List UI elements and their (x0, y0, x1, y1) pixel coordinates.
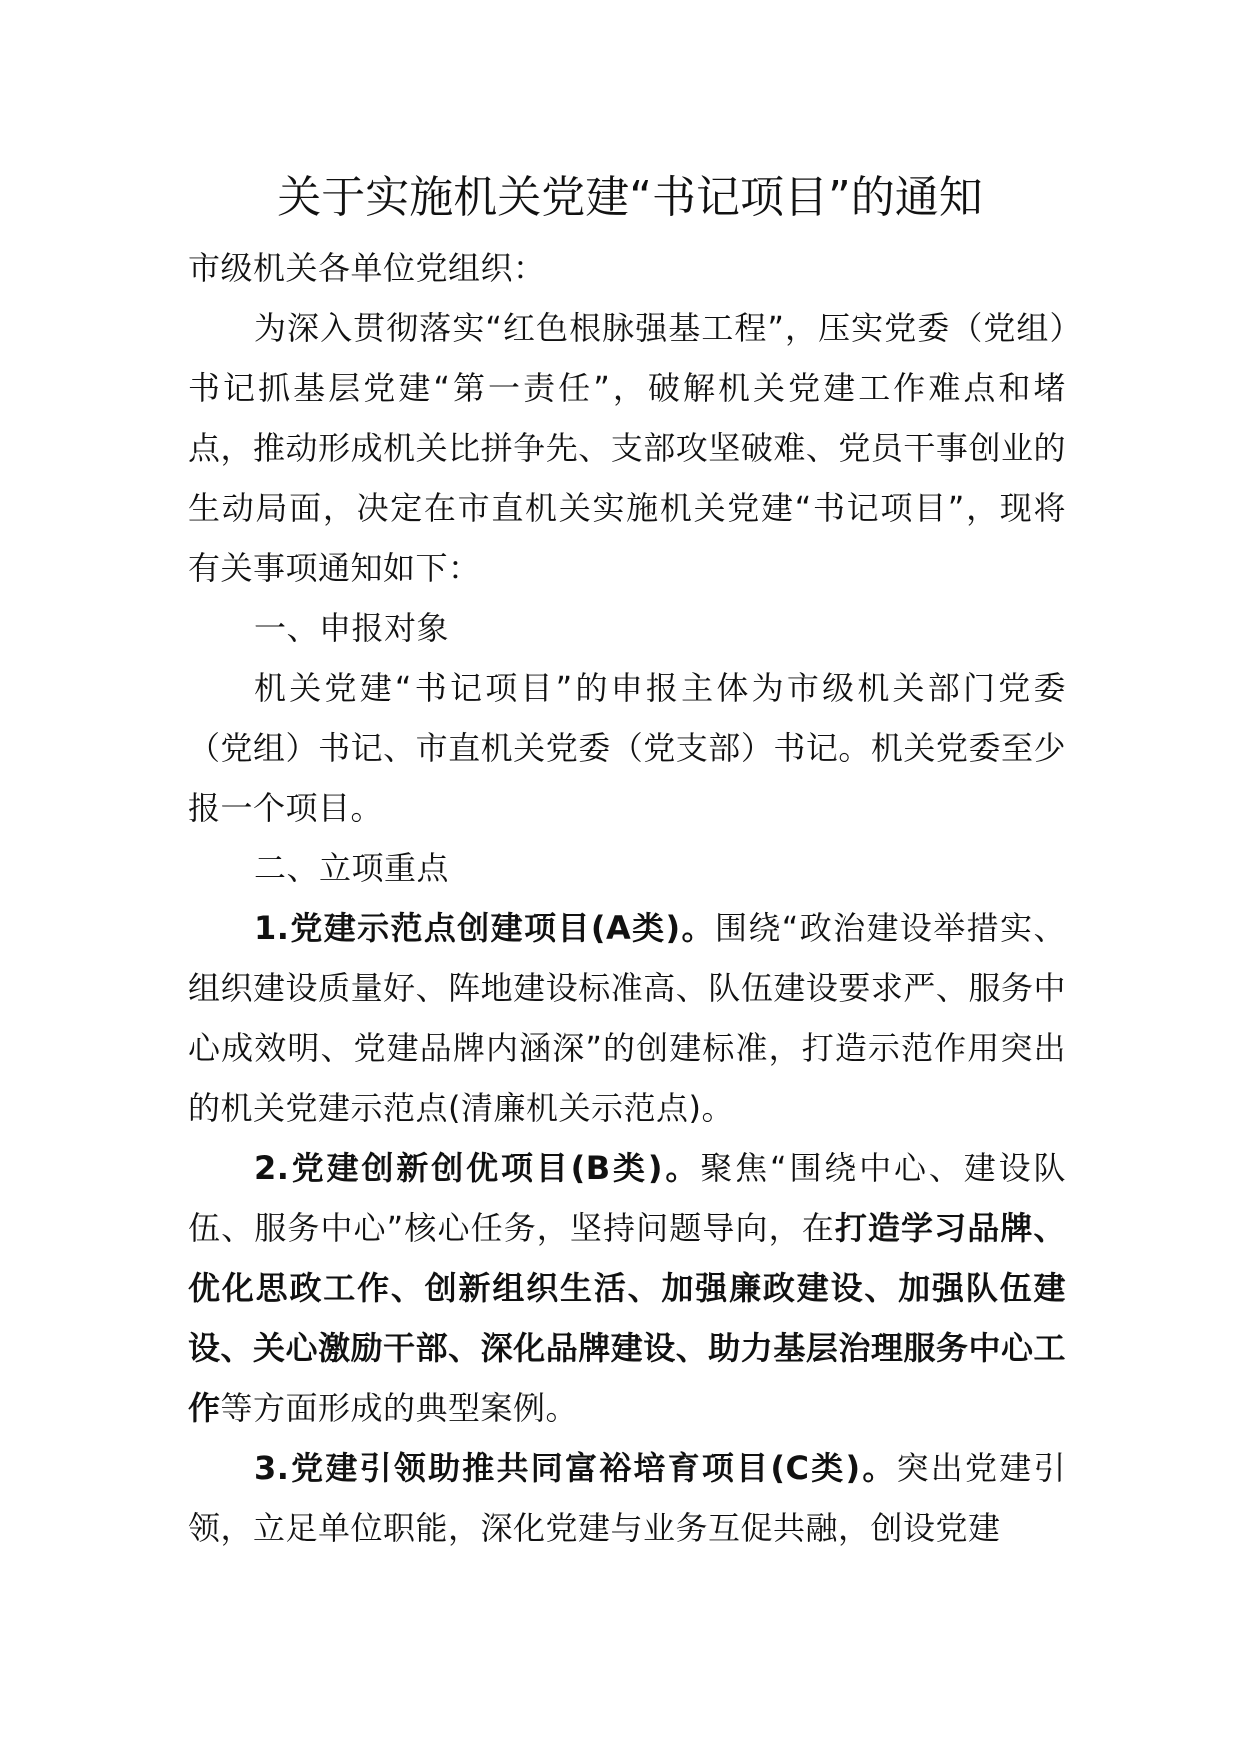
section-heading-focus: 二、立项重点 (254, 849, 450, 887)
item-1-paragraph (188, 898, 1066, 1138)
section-heading-applicants: 一、申报对象 (254, 609, 450, 647)
item-1-text: 围绕“政治建设举措实、组织建设质量好、阵地建设标准高、队伍建设要求严、服务中心成效明、党建品牌内涵深”的创建标准，打造示范作用突出的机关党建示范点(清廉机关示范点)。 (188, 909, 1066, 1127)
document-body (188, 238, 1066, 1558)
applicants-paragraph: 机关党建“书记项目”的申报主体为市级机关部门党委（党组）书记、市直机关党委（党支部）书记。机关党委至少报一个项目。 (188, 669, 1066, 827)
item-2-bold-text: 打造学习品牌、优化思政工作、创新组织生活、加强廉政建设、加强队伍建设、关心激励干部、深化品牌建设、助力基层治理服务中心工作 (188, 1209, 1066, 1427)
item-3-text: 突出党建引领，立足单位职能，深化党建与业务互促共融，创设党建 (188, 1449, 1066, 1547)
item-2-paragraph (188, 1138, 1066, 1438)
item-2-text-end: 等方面形成的典型案例。 (220, 1389, 579, 1427)
salutation: 市级机关各单位党组织： (188, 249, 546, 287)
intro-paragraph: 为深入贯彻落实“红色根脉强基工程”，压实党委（党组）书记抓基层党建“第一责任”，破解机关党建工作难点和堵点，推动形成机关比拼争先、支部攻坚破难、党员干事创业的生动局面，决定在市直机关实施机关党建“书记项目”，现将有关事项通知如下： (188, 309, 1066, 587)
item-2-lead: 2.党建创新创优项目(B类)。 (254, 1149, 701, 1187)
item-1-lead: 1.党建示范点创建项目(A类)。 (254, 909, 715, 947)
item-2-text-start: 聚焦“围绕中心、建设队伍、服务中心”核心任务，坚持问题导向，在 (188, 1149, 1066, 1247)
item-3-paragraph (188, 1438, 1066, 1558)
document-title: 关于实施机关党建“书记项目”的通知 (277, 172, 983, 223)
item-3-lead: 3.党建引领助推共同富裕培育项目(C类)。 (254, 1449, 897, 1487)
